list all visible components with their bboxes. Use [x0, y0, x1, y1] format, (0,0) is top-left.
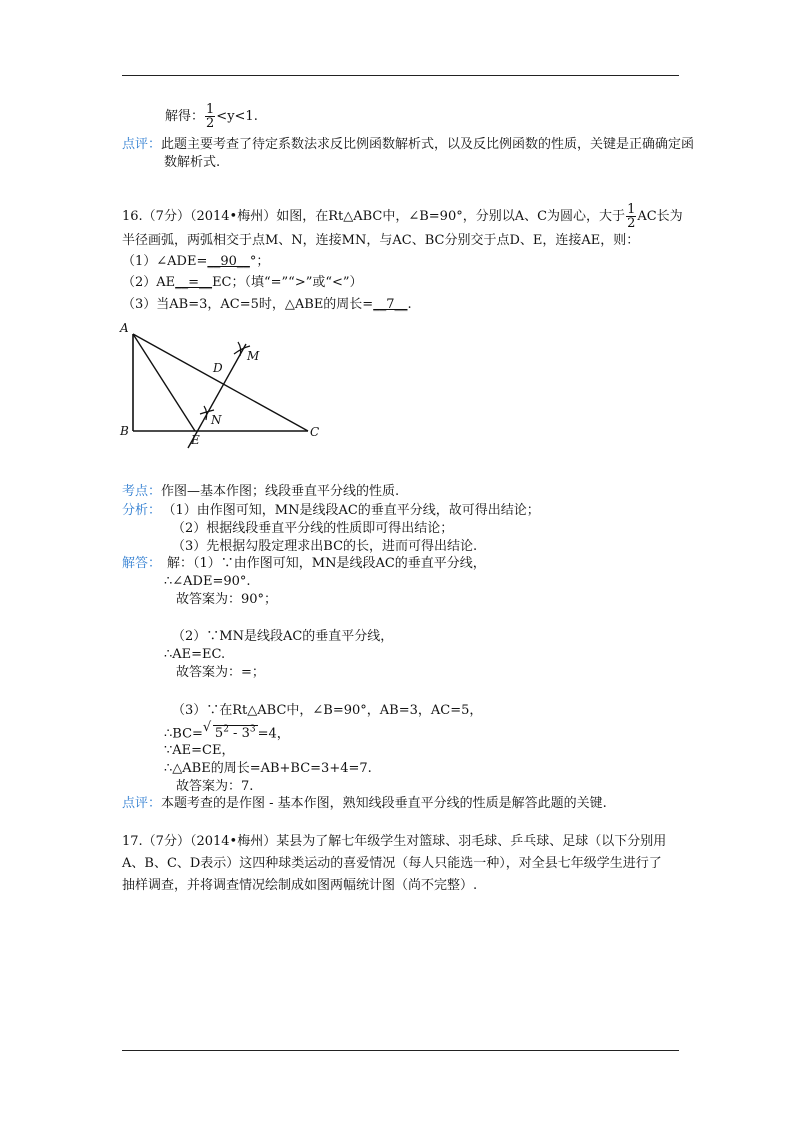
- q17-line3: 抽样调查，并将调查情况绘制成如图两幅统计图（尚不完整）.: [122, 878, 478, 893]
- q16-line1: 16.（7分）（2014•梅州）如图，在Rt△ABC中，∠B=90°，分别以A、C为圆心，大于 $\frac{1}{2}$ AC长为: [122, 202, 683, 231]
- jieda-label: 解答：: [122, 556, 162, 571]
- fraction-half: $\frac{1}{2}$: [206, 102, 215, 131]
- solution-line: （3）∵在Rt△ABC中，∠B=90°，AB=3，AC=5，: [172, 703, 483, 718]
- label-a: A: [120, 321, 129, 335]
- solution-line: 故答案为：90°；: [176, 592, 278, 607]
- fenxi-line1: 分析： （1）由作图可知，MN是线段AC的垂直平分线，故可得出结论；: [122, 503, 540, 518]
- comment-label: 点评：: [122, 137, 162, 152]
- prev-comment-2: 数解析式.: [164, 155, 221, 170]
- solution-line: ∴∠ADE=90°.: [164, 574, 251, 589]
- label-m: M: [247, 349, 260, 363]
- triangle-figure: [118, 318, 328, 458]
- answer-blank: __=__: [175, 275, 213, 290]
- jieda-line1: 解答： 解：（1）∵由作图可知，MN是线段AC的垂直平分线，: [122, 556, 486, 571]
- label-n: N: [211, 413, 222, 427]
- bc-line: ∴BC= √ $5^2 - 3^3 =4$，: [164, 720, 290, 742]
- solve-line: 解得： $\frac{1}{2}$ <y<1.: [165, 102, 258, 131]
- label-b: B: [120, 424, 129, 438]
- fenxi-line3: （3）先根据勾股定理求出BC的长，进而可得出结论.: [172, 539, 478, 554]
- segment-ae: [133, 334, 195, 431]
- solution-line: ∴AE=EC.: [164, 647, 226, 662]
- fenxi-line2: （2）根据线段垂直平分线的性质即可得出结论；: [172, 521, 454, 536]
- solution-line: 故答案为：7.: [176, 779, 254, 794]
- q16-part3: （3）当AB=3，AC=5时，△ABE的周长=__7__.: [122, 297, 412, 312]
- header-rule: [122, 75, 679, 76]
- solution-line: （2）∵MN是线段AC的垂直平分线，: [172, 629, 394, 644]
- kaodian-label: 考点：: [122, 484, 162, 499]
- q17-line2: A、B、C、D表示）这四种球类运动的喜爱情况（每人只能选一种），对全县七年级学生进行了: [122, 856, 662, 871]
- solution-line: 故答案为：=；: [176, 665, 265, 680]
- fenxi-label: 分析：: [122, 503, 162, 518]
- label-e: E: [191, 433, 200, 447]
- label-c: C: [310, 425, 320, 439]
- answer-blank: __90__: [207, 254, 250, 269]
- footer-rule: [122, 1050, 679, 1051]
- q16-part2: （2）AE__=__EC；（填“=”“>”或“<”）: [122, 275, 363, 290]
- answer-blank: __7__: [373, 297, 408, 312]
- solution-line: ∵AE=CE，: [164, 743, 235, 758]
- dianping-label: 点评：: [122, 796, 162, 811]
- arc-m2: [238, 342, 241, 356]
- sqrt-expression: √ $5^2 - 3^3$: [202, 720, 256, 742]
- kaodian-line: 考点：作图—基本作图；线段垂直平分线的性质.: [122, 484, 400, 499]
- fraction-half: $\frac{1}{2}$: [627, 202, 636, 231]
- q17-line1: 17.（7分）（2014•梅州）某县为了解七年级学生对篮球、羽毛球、乒乓球、足球（以下分别用: [122, 834, 667, 849]
- label-d: D: [213, 361, 223, 375]
- prev-comment-1: 点评：此题主要考查了待定系数法求反比例函数解析式，以及反比例函数的性质，关键是正确确定函: [122, 137, 695, 152]
- solution-line: ∴△ABE的周长=AB+BC=3+4=7.: [164, 761, 372, 776]
- q16-line2: 半径画弧，两弧相交于点M、N，连接MN，与AC、BC分别交于点D、E，连接AE，则：: [122, 233, 640, 248]
- q16-part1: （1）∠ADE=__90__°；: [122, 254, 270, 269]
- dianping-line: 点评：本题考查的是作图 - 基本作图，熟知线段垂直平分线的性质是解答此题的关键.: [122, 796, 607, 811]
